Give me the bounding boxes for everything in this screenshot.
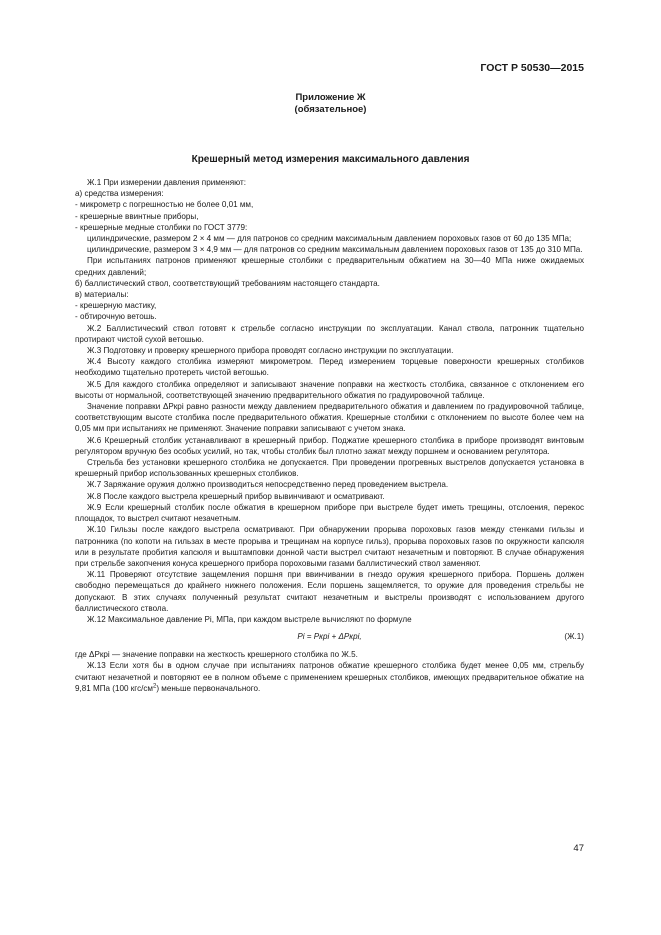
paragraph: Ж.5 Для каждого столбика определяют и записывают значение поправки на жесткость столбика, связанное с отклонением его высоты от нормальной, соответствующей значению предварительного обжатия по градуировочной таблице. <box>75 379 584 400</box>
paragraph-zh13-tail: ) меньше первоначального. <box>156 683 261 693</box>
paragraph: Ж.6 Крешерный столбик устанавливают в крешерный прибор. Поджатие крешерного столбика в приборе производят винтовым регулятором вручную без особых усилий, но так, чтобы столбик был плотно зажат между поршнем и основанием регулятора. <box>75 435 584 456</box>
paragraph: Ж.11 Проверяют отсутствие защемления поршня при ввинчивании в гнездо оружия крешерного прибора. Поршень должен свободно перемещаться до крайнего нижнего положения. Если поршень защемляется, то оружие для проведения стрельбы не допускают. В этих случаях полученный результат считают незачетным и выстрелы производят с использованием другого баллистического ствола. <box>75 570 584 613</box>
paragraph: - крешерную мастику, <box>75 301 157 311</box>
formula-block <box>75 627 584 649</box>
paragraph: цилиндрические, размером 3 × 4,9 мм — для патронов со средним максимальным давлением пороховых газов от 135 до 310 МПа. <box>87 245 583 255</box>
paragraph: цилиндрические, размером 2 × 4 мм — для патронов со средним максимальным давлением пороховых газов от 60 до 135 МПа; <box>87 234 572 244</box>
paragraph: При испытаниях патронов применяют крешерные столбики с предварительным обжатием на 30—40 МПа ниже ожидаемых средних давлений; <box>75 256 584 277</box>
paragraph: а) средства измерения: <box>75 189 164 199</box>
paragraph: Ж.3 Подготовку и проверку крешерного прибора проводят согласно инструкции по эксплуатации. <box>87 346 454 356</box>
appendix-heading <box>0 92 661 116</box>
paragraph: в) материалы: <box>75 290 129 300</box>
paragraph-zh13 <box>75 660 584 694</box>
paragraph: - крешерные ввинтные приборы, <box>75 211 199 221</box>
paragraph: б) баллистический ствол, соответствующий требованиям настоящего стандарта. <box>75 278 380 288</box>
paragraph: Ж.9 Если крешерный столбик после обжатия в крешерном приборе при выстреле будет иметь трещины, отслоения, перекос площадок, то выстрел считают незачетным. <box>75 502 584 524</box>
appendix-status: (обязательное) <box>294 104 367 115</box>
paragraph: Стрельба без установки крешерного столбика не допускается. При проведении прогревных выстрелов допускается установка в крешерный прибор использованных крешерных столбиков. <box>75 458 584 479</box>
formula-number: (Ж.1) <box>564 632 584 642</box>
paragraph: Значение поправки ΔPкрi равно разности между давлением предварительного обжатия и давлением по градуировочной таблице, соответствующим высоте столбика после предварительного обжатия. Крешерные столбики с отклонением по высоте более чем на 0,05 мм при испытаниях не применяют. Значение поправки записывают с учетом знака. <box>75 402 584 434</box>
paragraph: Ж.1 При измерении давления применяют: <box>87 178 246 187</box>
appendix-title: Приложение Ж <box>295 92 366 103</box>
document-body <box>75 177 584 694</box>
section-title: Крешерный метод измерения максимального давления <box>191 154 470 165</box>
superscript: 2 <box>152 683 157 690</box>
formula-explanation: где ΔPкрi — значение поправки на жесткость крешерного столбика по Ж.5. <box>75 650 358 660</box>
paragraph: Ж.10 Гильзы после каждого выстрела осматривают. При обнаружении прорыва пороховых газов между стенками гильзы и патронника (по копоти на гильзах в месте прорыва и трещинам на корпусе гильз), прорыва пороховых газов по окружности капсюля или в результате пробития капсюля и выштамповки донной части выстрел считают незачетным и повторяют. В случае обнаружения при стрельбе закопчения конуса крешерного прибора пороховыми газами баллистический ствол заменяют. <box>75 525 584 568</box>
paragraph: - обтирочную ветошь. <box>75 312 157 322</box>
paragraph-zh13-text: Ж.13 Если хотя бы в одном случае при испытаниях патронов обжатие крешерного столбика будет менее 0,05 мм, стрельбу считают незачетной и повторяют ее в полном объеме с применением крешерных столбиков, имеющих предварительное обжатие на 9,81 МПа (100 кгс/см <box>75 661 584 693</box>
paragraph: Ж.12 Максимальное давление Pi, МПа, при каждом выстреле вычисляют по формуле <box>87 614 412 624</box>
paragraph-list <box>75 177 584 625</box>
paragraph: Ж.2 Баллистический ствол готовят к стрельбе согласно инструкции по эксплуатации. Канал ствола, патронник тщательно протирают чистой сухой ветошью. <box>75 323 584 344</box>
page-number: 47 <box>573 843 584 854</box>
document-code: ГОСТ Р 50530—2015 <box>480 62 584 74</box>
paragraph: Ж.4 Высоту каждого столбика измеряют микрометром. Перед измерением торцевые поверхности крешерных столбиков необходимо тщательно протереть чистой ветошью. <box>75 357 584 378</box>
paragraph: - микрометр с погрешностью не более 0,01 мм, <box>75 200 254 210</box>
paragraph: - крешерные медные столбики по ГОСТ 3779: <box>75 222 248 232</box>
paragraph: Ж.7 Заряжание оружия должно производиться непосредственно перед проведением выстрела. <box>87 480 449 490</box>
paragraph: Ж.8 После каждого выстрела крешерный прибор вывинчивают и осматривают. <box>87 491 385 501</box>
formula-expression: Pi = Pкрi + ΔPкрi, <box>297 632 362 642</box>
